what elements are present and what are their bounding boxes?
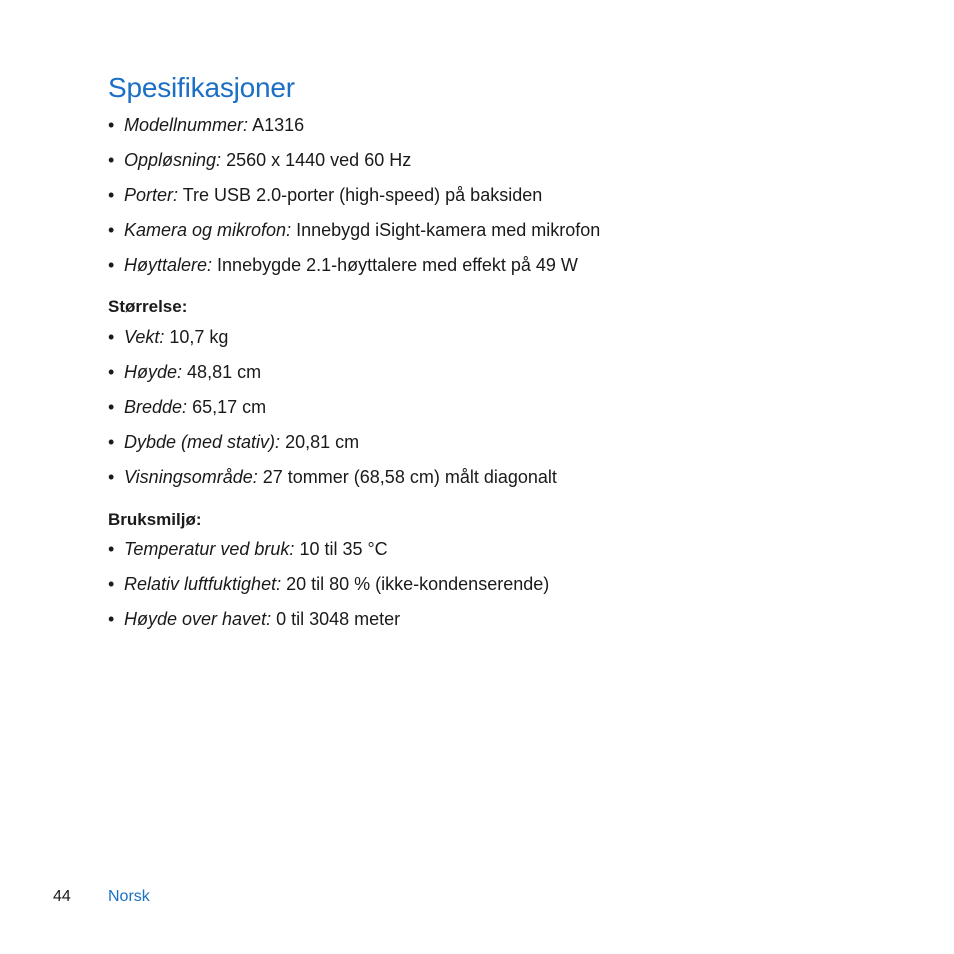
spec-label: Høyttalere:	[124, 255, 213, 275]
spec-value: 48,81 cm	[187, 362, 262, 382]
spec-value: 0 til 3048 meter	[276, 609, 401, 629]
spec-label: Høyde over havet:	[124, 609, 272, 629]
bullet-icon: •	[108, 467, 115, 487]
page-number: 44	[53, 888, 71, 905]
spec-value: 20 til 80 % (ikke-kondenserende)	[286, 574, 550, 594]
spec-list-environment	[108, 539, 549, 644]
list-item	[108, 185, 600, 220]
list-item	[108, 397, 557, 432]
list-item	[108, 362, 557, 397]
spec-list-size	[108, 327, 557, 502]
spec-label: Temperatur ved bruk:	[124, 539, 295, 559]
spec-label: Visningsområde:	[124, 467, 258, 487]
bullet-icon: •	[108, 432, 115, 452]
bullet-icon: •	[108, 397, 115, 417]
list-item	[108, 467, 557, 502]
page-title: Spesifikasjoner	[108, 72, 295, 103]
spec-value: Innebygd iSight-kamera med mikrofon	[296, 220, 601, 240]
spec-label: Modellnummer:	[124, 115, 249, 135]
bullet-icon: •	[108, 539, 115, 559]
spec-value: 10,7 kg	[169, 327, 229, 347]
list-item	[108, 220, 600, 255]
spec-value: Innebygde 2.1-høyttalere med effekt på 49 W	[217, 255, 578, 275]
spec-value: 27 tommer (68,58 cm) målt diagonalt	[262, 467, 557, 487]
list-item	[108, 255, 600, 290]
spec-label: Oppløsning:	[124, 150, 222, 170]
spec-value: Tre USB 2.0-porter (high-speed) på baksiden	[182, 185, 543, 205]
bullet-icon: •	[108, 115, 115, 135]
spec-value: A1316	[252, 115, 305, 135]
bullet-icon: •	[108, 185, 115, 205]
section-heading-size: Størrelse:	[108, 297, 188, 316]
spec-label: Høyde:	[124, 362, 183, 382]
spec-label: Dybde (med stativ):	[124, 432, 281, 452]
spec-label: Bredde:	[124, 397, 188, 417]
bullet-icon: •	[108, 327, 115, 347]
bullet-icon: •	[108, 609, 115, 629]
footer-language: Norsk	[108, 888, 150, 905]
spec-label: Porter:	[124, 185, 179, 205]
list-item	[108, 115, 600, 150]
bullet-icon: •	[108, 574, 115, 594]
bullet-icon: •	[108, 255, 115, 275]
list-item	[108, 327, 557, 362]
spec-value: 65,17 cm	[192, 397, 267, 417]
bullet-icon: •	[108, 150, 115, 170]
list-item	[108, 539, 549, 574]
bullet-icon: •	[108, 362, 115, 382]
spec-value: 2560 x 1440 ved 60 Hz	[226, 150, 412, 170]
spec-label: Kamera og mikrofon:	[124, 220, 292, 240]
section-heading-environment: Bruksmiljø:	[108, 510, 202, 529]
list-item	[108, 574, 549, 609]
spec-label: Vekt:	[124, 327, 165, 347]
list-item	[108, 609, 549, 644]
bullet-icon: •	[108, 220, 115, 240]
list-item	[108, 432, 557, 467]
spec-value: 10 til 35 °C	[299, 539, 388, 559]
list-item	[108, 150, 600, 185]
spec-list-general	[108, 115, 600, 290]
spec-label: Relativ luftfuktighet:	[124, 574, 282, 594]
spec-value: 20,81 cm	[285, 432, 360, 452]
